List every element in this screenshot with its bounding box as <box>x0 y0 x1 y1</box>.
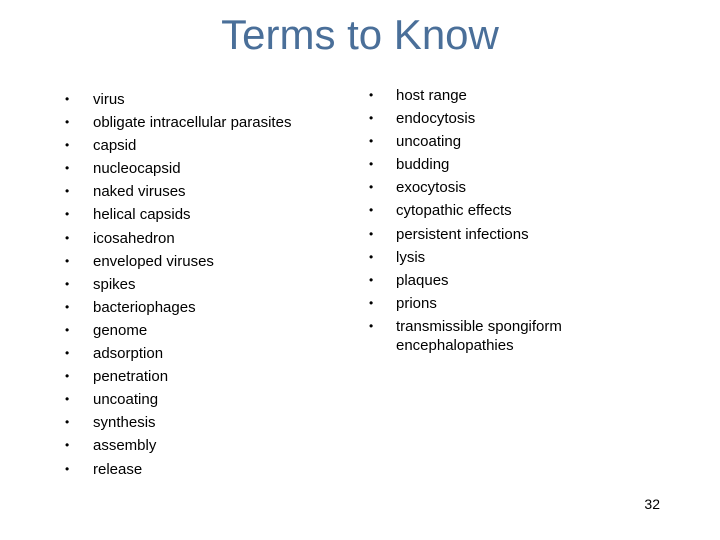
bullet-icon: • <box>369 249 374 264</box>
page-number: 32 <box>644 496 660 512</box>
bullet-icon: • <box>65 115 70 130</box>
bullet-icon: • <box>65 438 70 453</box>
list-item <box>369 246 616 269</box>
term-label: host range <box>396 87 467 104</box>
term-label: adsorption <box>93 345 164 363</box>
list-item <box>369 269 616 292</box>
term-label: endocytosis <box>396 110 476 128</box>
list-item <box>369 199 616 222</box>
list-item <box>65 273 353 296</box>
term-label: genome <box>93 321 148 339</box>
bullet-icon: • <box>65 184 70 199</box>
bullet-icon: • <box>369 134 374 149</box>
bullet-icon: • <box>369 111 374 126</box>
bullet-icon: • <box>369 318 374 333</box>
term-label: transmissible spongiform encephalopathies <box>396 317 562 354</box>
list-item <box>65 134 353 157</box>
bullet-icon: • <box>369 272 374 287</box>
term-label: budding <box>396 156 450 174</box>
bullet-icon: • <box>369 88 374 102</box>
bullet-icon: • <box>65 207 70 222</box>
term-label: plaques <box>396 271 449 289</box>
bullet-icon: • <box>65 299 70 314</box>
list-item <box>65 319 353 342</box>
term-label: obligate intracellular parasites <box>93 114 292 132</box>
term-label: uncoating <box>93 391 159 409</box>
list-item <box>369 84 616 107</box>
term-label: release <box>93 460 143 478</box>
term-label: exocytosis <box>396 179 467 197</box>
list-item <box>65 296 353 319</box>
left-term-list <box>65 88 353 481</box>
list-item <box>65 227 353 250</box>
term-label: persistent infections <box>396 225 529 243</box>
term-label: virus <box>93 91 125 108</box>
bullet-icon: • <box>65 415 70 430</box>
term-label: enveloped viruses <box>93 252 214 270</box>
term-label: synthesis <box>93 414 156 432</box>
list-item <box>65 111 353 134</box>
term-label: prions <box>396 294 437 312</box>
bullet-icon: • <box>65 369 70 384</box>
bullet-icon: • <box>65 92 70 106</box>
bullet-icon: • <box>369 295 374 310</box>
term-label: capsid <box>93 137 137 155</box>
bullet-icon: • <box>65 138 70 153</box>
list-item <box>65 458 353 481</box>
bullet-icon: • <box>65 161 70 176</box>
slide-title: Terms to Know <box>221 11 499 58</box>
list-item <box>65 388 353 411</box>
list-item <box>369 292 616 315</box>
list-item <box>65 342 353 365</box>
list-item <box>369 223 616 246</box>
bullet-icon: • <box>369 203 374 218</box>
bullet-icon: • <box>65 276 70 291</box>
term-label: bacteriophages <box>93 298 196 316</box>
list-item <box>65 180 353 203</box>
term-label: naked viruses <box>93 183 186 201</box>
list-item <box>65 88 353 111</box>
term-label: nucleocapsid <box>93 160 181 178</box>
list-item <box>369 153 616 176</box>
term-label: helical capsids <box>93 206 191 224</box>
term-label: uncoating <box>396 133 462 151</box>
list-item <box>369 107 616 130</box>
term-label: lysis <box>396 248 426 266</box>
term-label: icosahedron <box>93 229 175 247</box>
term-label: assembly <box>93 437 157 455</box>
bullet-icon: • <box>65 253 70 268</box>
bullet-icon: • <box>369 226 374 241</box>
list-item <box>65 434 353 457</box>
list-item <box>65 250 353 273</box>
term-label: cytopathic effects <box>396 202 512 220</box>
list-item <box>65 411 353 434</box>
right-term-list <box>369 84 616 357</box>
list-item <box>369 176 616 199</box>
bullet-icon: • <box>65 346 70 361</box>
term-label: spikes <box>93 275 136 293</box>
list-item <box>65 157 353 180</box>
list-item <box>369 130 616 153</box>
list-item <box>65 365 353 388</box>
bullet-icon: • <box>65 230 70 245</box>
bullet-icon: • <box>65 461 70 476</box>
list-item <box>369 315 616 357</box>
term-label: penetration <box>93 368 169 386</box>
bullet-icon: • <box>65 322 70 337</box>
list-item <box>65 203 353 226</box>
bullet-icon: • <box>369 180 374 195</box>
bullet-icon: • <box>65 392 70 407</box>
bullet-icon: • <box>369 157 374 172</box>
